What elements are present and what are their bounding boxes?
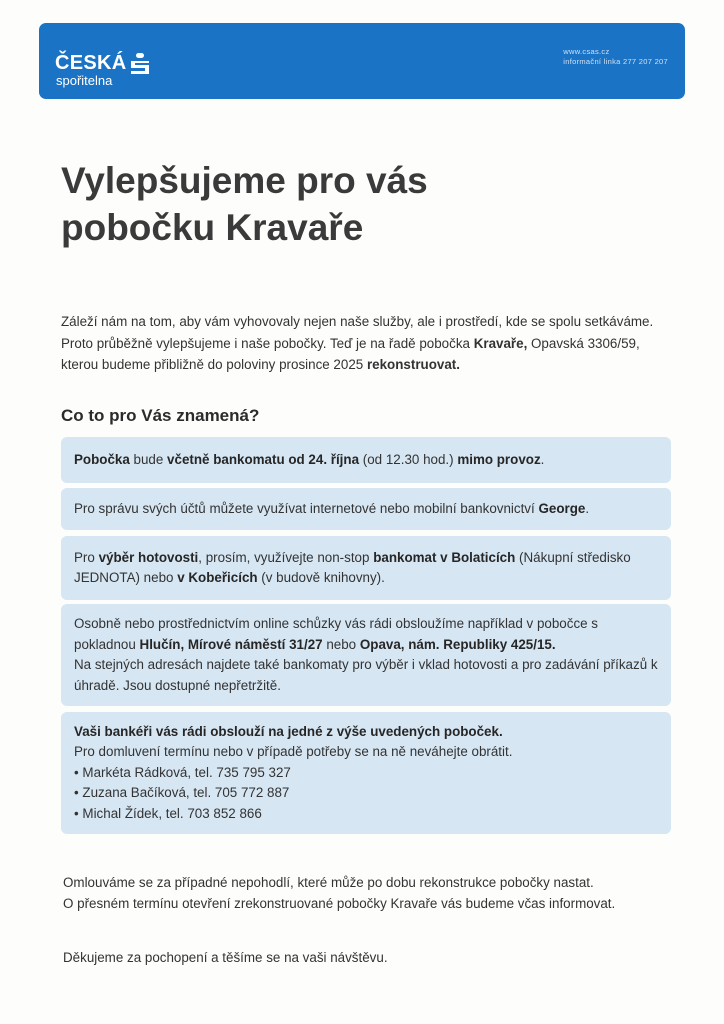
box3-bold-1: výběr hotovosti	[98, 549, 199, 565]
box3-text-2: , prosím, využívejte non-stop	[198, 549, 374, 565]
intro-reconstruction: rekonstruovat.	[366, 357, 460, 372]
bankers-text: Pro domluvení termínu nebo v případě potřeby se na ně neváhejte obrátit.	[74, 744, 513, 760]
header-banner	[39, 23, 685, 99]
intro-branch-name: Kravaře,	[473, 335, 528, 351]
info-box-closure	[61, 437, 671, 483]
list-item: • Markéta Rádková, tel. 735 795 327	[74, 763, 658, 784]
section-heading: Co to pro Vás znamená?	[61, 406, 260, 425]
info-box-george	[61, 488, 671, 530]
intro-text-2: Opavská 3306/59, kterou budeme přibližně do poloviny prosince 2025	[61, 335, 640, 372]
box3-text-1: Pro	[74, 549, 99, 565]
box4-hlucin: Hlučín, Mírové náměstí 31/27	[139, 636, 323, 652]
box4-text-2: nebo	[322, 636, 360, 652]
thanks-paragraph: Děkujeme za pochopení a těšíme se na vaši návštěvu.	[63, 950, 388, 965]
intro-paragraph	[61, 311, 661, 376]
box3-bold-2: bankomat v Bolaticích	[373, 549, 516, 565]
list-item: • Zuzana Bačíková, tel. 705 772 887	[74, 783, 658, 804]
box3-bold-3: v Kobeřicích	[177, 570, 258, 585]
website-link[interactable]: www.csas.cz	[563, 47, 610, 56]
page-title	[61, 157, 428, 251]
ceska-sporitelna-logo-icon	[130, 53, 150, 75]
box1-bold-1: Pobočka	[74, 451, 130, 467]
brand-subname: spořitelna	[56, 73, 113, 88]
info-phone-line: informační linka 277 207 207	[563, 57, 668, 66]
intro-text-1: Záleží nám na tom, aby vám vyhovovaly nejen naše služby, ale i prostředí, kde se spolu setkáváme. Proto průběžně vylepšujeme i naše pobočky. Teď je na řadě pobočka	[61, 314, 654, 351]
box2-george: George	[538, 500, 586, 516]
box3-text-4: (v budově knihovny).	[257, 570, 385, 585]
bankers-heading: Vaši bankéři vás rádi obslouží na jedné z výše uvedených poboček.	[74, 723, 503, 739]
info-box-atm	[61, 536, 671, 600]
box1-text-3: .	[540, 451, 545, 467]
title-line-2: pobočku Kravaře	[61, 207, 364, 248]
box1-bold-3: mimo provoz	[457, 451, 541, 467]
brand-name: ČESKÁ	[55, 52, 127, 74]
box1-text-1: bude	[129, 451, 168, 467]
box2-text-1: Pro správu svých účtů můžete využívat internetové nebo mobilní bankovnictví	[74, 500, 539, 516]
box4-text-3: Na stejných adresách najdete také bankomaty pro výběr i vklad hotovosti a pro zadávání příkazů k úhradě. Jsou dostupné nepřetržitě.	[74, 657, 658, 693]
box4-text-1: Osobně nebo prostřednictvím online schůzky vás rádi obsloužíme například v pobočce s pokladnou	[74, 616, 599, 652]
contact-info	[563, 47, 668, 67]
info-box-bankers	[61, 712, 671, 834]
title-line-1: Vylepšujeme pro vás	[61, 160, 428, 201]
bankers-list	[74, 763, 658, 825]
box4-opava: Opava, nám. Republiky 425/15.	[359, 636, 556, 652]
list-item: • Michal Žídek, tel. 703 852 866	[74, 804, 658, 825]
apology-line-2: O přesném termínu otevření zrekonstruované pobočky Kravaře vás budeme včas informovat.	[63, 895, 616, 911]
box1-text-2: (od 12.30 hod.)	[359, 451, 458, 467]
apology-line-1: Omlouváme se za případné nepohodlí, které může po dobu rekonstrukce pobočky nastat.	[63, 875, 594, 890]
box1-bold-2: včetně bankomatu od 24. října	[167, 451, 360, 467]
apology-paragraph	[63, 873, 663, 914]
box3-text-3: (Nákupní středisko JEDNOTA) nebo	[74, 549, 631, 585]
box2-text-2: .	[585, 500, 590, 516]
info-box-branches	[61, 604, 671, 706]
